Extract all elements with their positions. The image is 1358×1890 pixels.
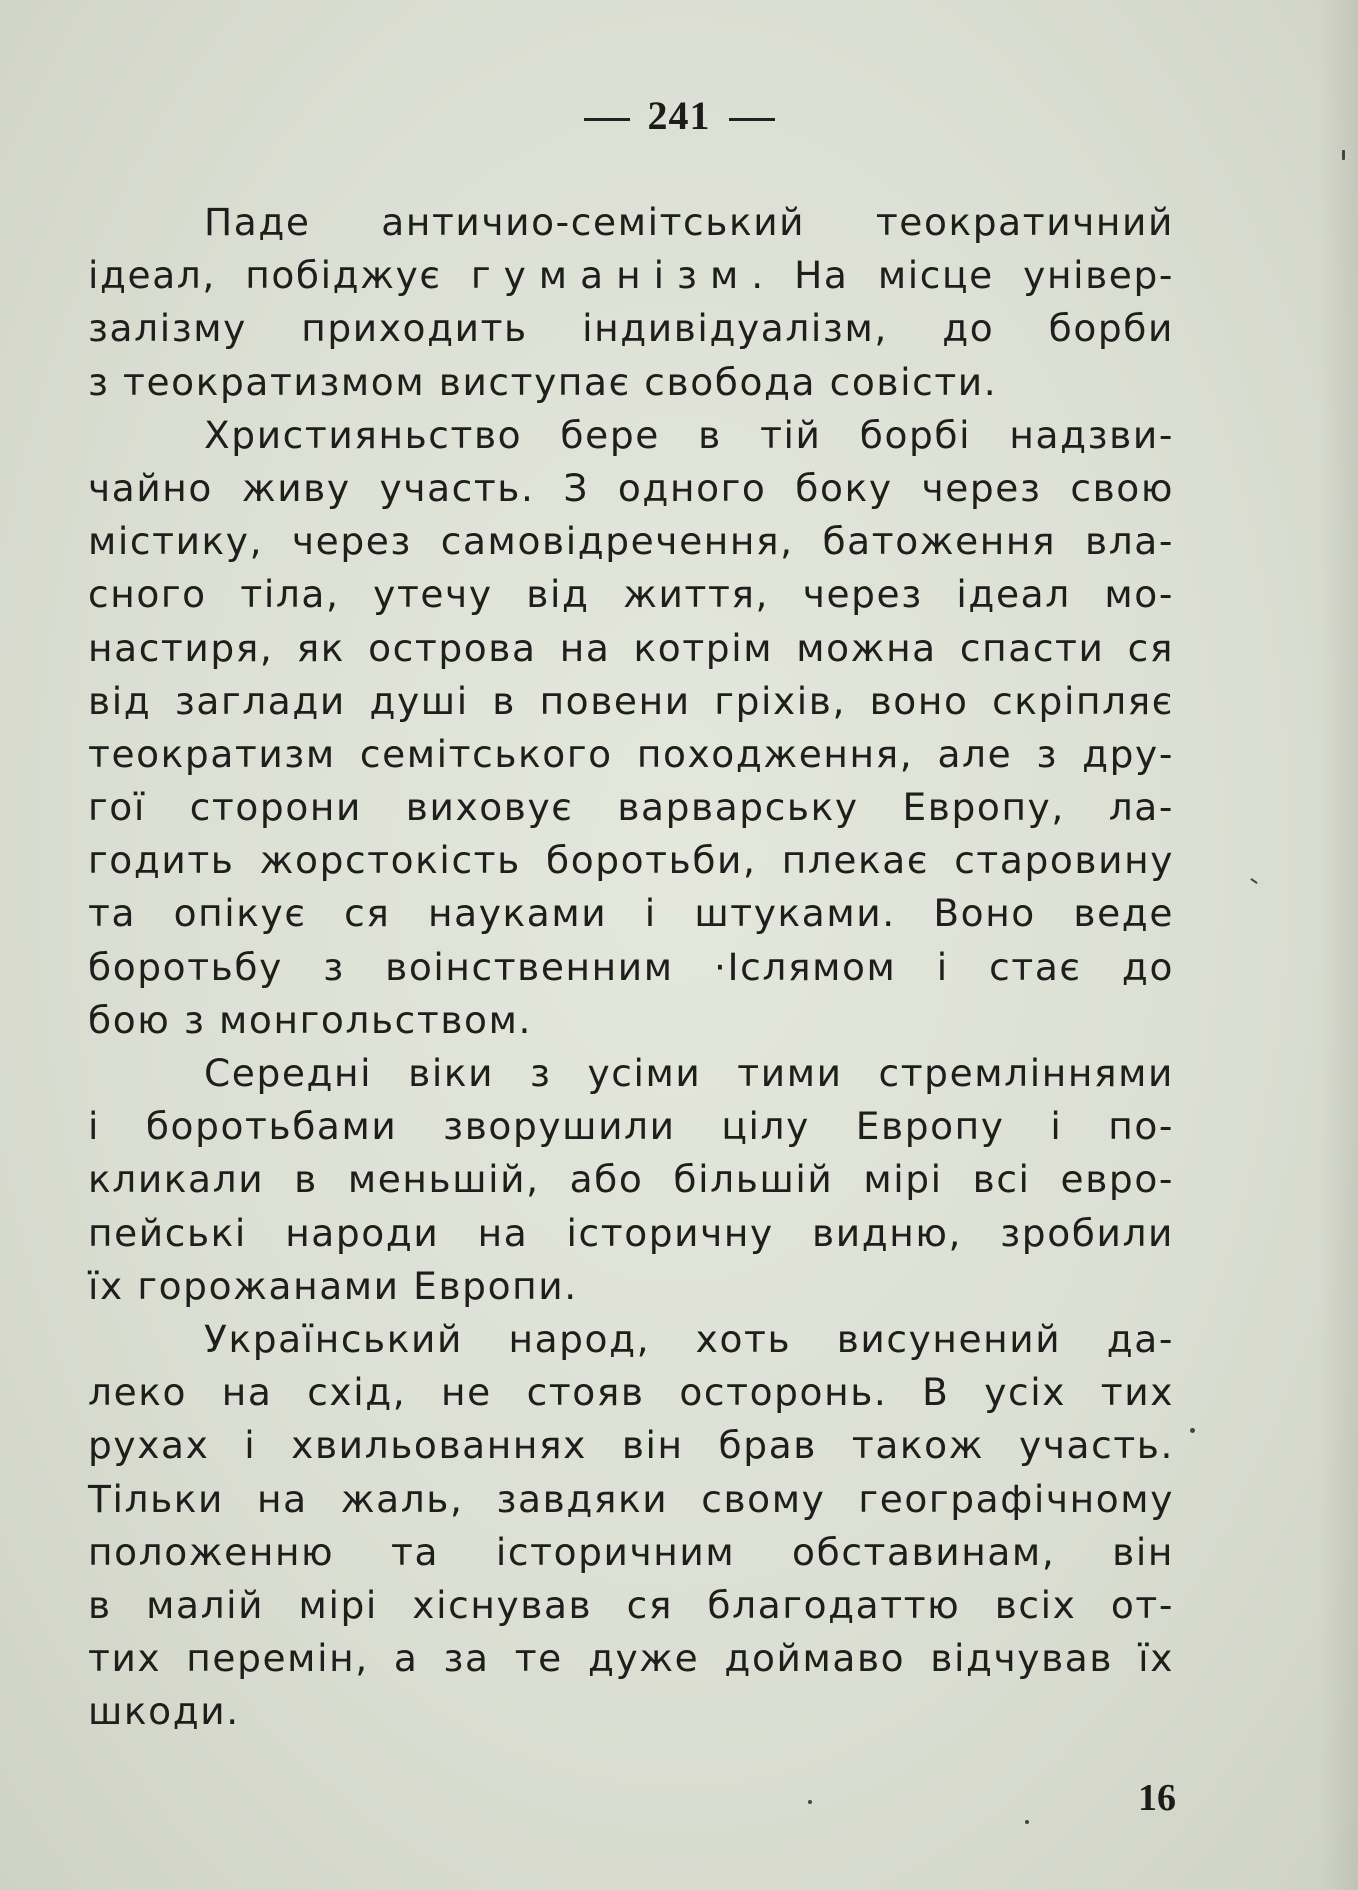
- text-line: залізму приходить індивідуалізм, до борби: [88, 306, 1174, 351]
- text-line: Тільки на жаль, завдяки свому географічному: [88, 1476, 1174, 1521]
- page-edge-shadow: [1318, 0, 1358, 1890]
- text-line: рухах і хвильованнях він брав також участь.: [88, 1423, 1174, 1468]
- header-dash-left: [584, 118, 630, 121]
- print-speck: [1025, 1820, 1029, 1824]
- text-line: містику, через самовідречення, батоження вла-: [88, 519, 1174, 564]
- text-line: гої сторони виховує варварську Европу, ла-: [88, 785, 1174, 830]
- text-line: кликали в меньшій, або більшій мірі всі евро-: [88, 1157, 1174, 1202]
- text-fragment: ідеал, побіджує: [88, 253, 471, 298]
- text-line: Український народ, хоть висунений да-: [204, 1316, 1174, 1361]
- text-line: теократизм семітського походження, але з дру-: [88, 731, 1174, 776]
- page-body-text: [88, 196, 1174, 1738]
- text-line: тих перемін, а за те дуже доймаво відчував їх: [88, 1636, 1174, 1681]
- text-line: в малій мірі хіснував ся благодаттю всіх от-: [88, 1582, 1174, 1627]
- text-line: та опікує ся науками і штуками. Воно веде: [88, 891, 1174, 936]
- header-dash-right: [729, 118, 775, 121]
- print-speck: [1342, 150, 1345, 160]
- text-line: положенню та історичним обставинам, він: [88, 1529, 1174, 1574]
- text-line: бою з монгольством.: [88, 997, 532, 1042]
- text-line: з теократизмом виступає свобода совісти.: [88, 359, 998, 404]
- print-speck: [1250, 878, 1258, 884]
- page-number: 241: [647, 93, 711, 138]
- text-line: їх горожанами Европи.: [88, 1263, 578, 1308]
- text-line: шкоди.: [88, 1689, 240, 1734]
- text-line: годить жорстокість боротьби, плекає старовину: [88, 838, 1174, 883]
- print-speck: [808, 1800, 812, 1804]
- text-line: Християньство бере в тій борбі надзви-: [204, 412, 1174, 457]
- text-line: боротьбу з воінственним ·Іслямом і стає до: [88, 944, 1174, 989]
- printer-signature-mark: 16: [1138, 1777, 1176, 1819]
- print-speck: [1190, 1428, 1195, 1433]
- text-line: і боротьбами зворушили цілу Европу і по-: [88, 1104, 1174, 1149]
- page-header: [0, 92, 1358, 139]
- text-line: пейські народи на історичну видню, зробили: [88, 1210, 1174, 1255]
- text-line: від заглади душі в повени гріхів, воно скріпляє: [88, 678, 1174, 723]
- text-line: Середні віки з усіми тими стремліннями: [204, 1051, 1174, 1095]
- text-line: сного тіла, утечу від життя, через ідеал мо-: [88, 572, 1174, 617]
- text-line: леко на схід, не стояв осторонь. В усіх тих: [88, 1370, 1174, 1415]
- text-line: чайно живу участь. З одного боку через свою: [88, 465, 1174, 510]
- text-fragment: . На місце універ-: [751, 253, 1174, 298]
- text-line: [88, 249, 1174, 302]
- spaced-emphasis-word: гуманізм: [470, 253, 752, 298]
- text-line: Паде античио-семітський теократичний: [204, 200, 1174, 244]
- text-line: настиря, як острова на котрім можна спасти ся: [88, 625, 1174, 670]
